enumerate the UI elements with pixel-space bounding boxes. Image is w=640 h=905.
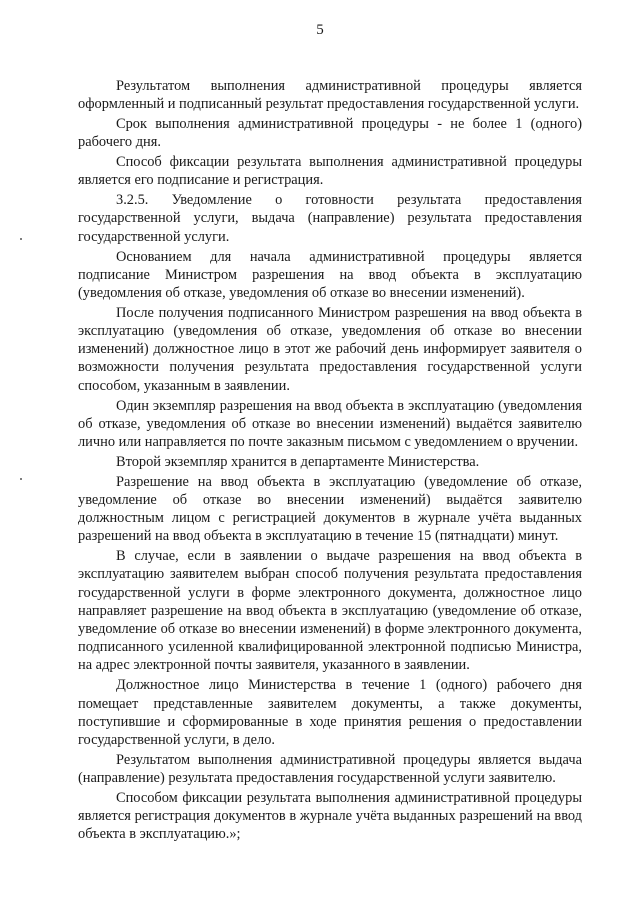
paragraph-fixation-method: Способ фиксации результата выполнения административной процедуры является его подписание и регистрация.: [78, 154, 582, 189]
paragraph-electronic-form: В случае, если в заявлении о выдаче разрешения на ввод объекта в эксплуатацию заявителем выбран способ получения результата предоставления государственной услуги в форме электронного документа, должностное лицо направляет разрешение на ввод объекта в эксплуатацию (уведомление об отказе, уведомление об отказе во внесении изменений) в форме электронного документа, подписанного усиленной квалифицированной электронной подписью Министра, на адрес электронной почты заявителя, указанного в заявлении.: [78, 548, 582, 674]
paragraph-final-fixation: Способом фиксации результата выполнения административной процедуры является регистрация документов в журнале учёта выданных разрешений на ввод объекта в эксплуатацию.»;: [78, 789, 582, 843]
paragraph-result-issuance: Результатом выполнения административной процедуры является выдача (направление) результата предоставления государственной услуги заявителю.: [78, 751, 582, 787]
margin-scan-mark: [20, 478, 22, 480]
paragraph-after-receipt: После получения подписанного Министром разрешения на ввод объекта в эксплуатацию (уведомления об отказе, уведомления об отказе во внесении изменений) должностное лицо в этот же рабочий день информирует заявителя о возможности получения результата предоставления государственной услуги способом, указанным в заявлении.: [78, 304, 582, 394]
paragraph-case-file: Должностное лицо Министерства в течение 1 (одного) рабочего дня помещает представленные заявителем документы, а также документы, поступившие и сформированные в ходе принятия решения о предоставлении государственной услуги, в дело.: [78, 677, 582, 748]
paragraph-second-copy: Второй экземпляр хранится в департаменте Министерства.: [116, 453, 480, 470]
margin-scan-mark: [20, 238, 22, 240]
section-heading-3-2-5: 3.2.5. Уведомление о готовности результата предоставления государственной услуги, выдача (направление) результата предоставления государственной услуги.: [78, 192, 582, 245]
paragraph-result: Результатом выполнения административной процедуры является оформленный и подписанный результат предоставления государственной услуги.: [78, 78, 582, 113]
page-number: 5: [316, 22, 324, 38]
paragraph-one-copy: Один экземпляр разрешения на ввод объекта в эксплуатацию (уведомления об отказе, уведомления об отказе во внесении изменений) выдаётся заявителю лично или направляется по почте заказным письмом с уведомлением о вручении.: [78, 397, 582, 450]
paragraph-basis: Основанием для начала административной процедуры является подписание Министром разрешения на ввод объекта в эксплуатацию (уведомления об отказе, уведомления об отказе во внесении изменений).: [78, 248, 582, 301]
paragraph-deadline: Срок выполнения административной процедуры - не более 1 (одного) рабочего дня.: [78, 116, 582, 151]
paragraph-issuance: Разрешение на ввод объекта в эксплуатацию (уведомление об отказе, уведомление об отказе во внесении изменений) выдаётся заявителю должностным лицом с регистрацией документов в журнале учёта выданных разрешений на ввод объекта в эксплуатацию в течение 15 (пятнадцати) минут.: [78, 473, 582, 545]
document-body: [78, 77, 582, 845]
